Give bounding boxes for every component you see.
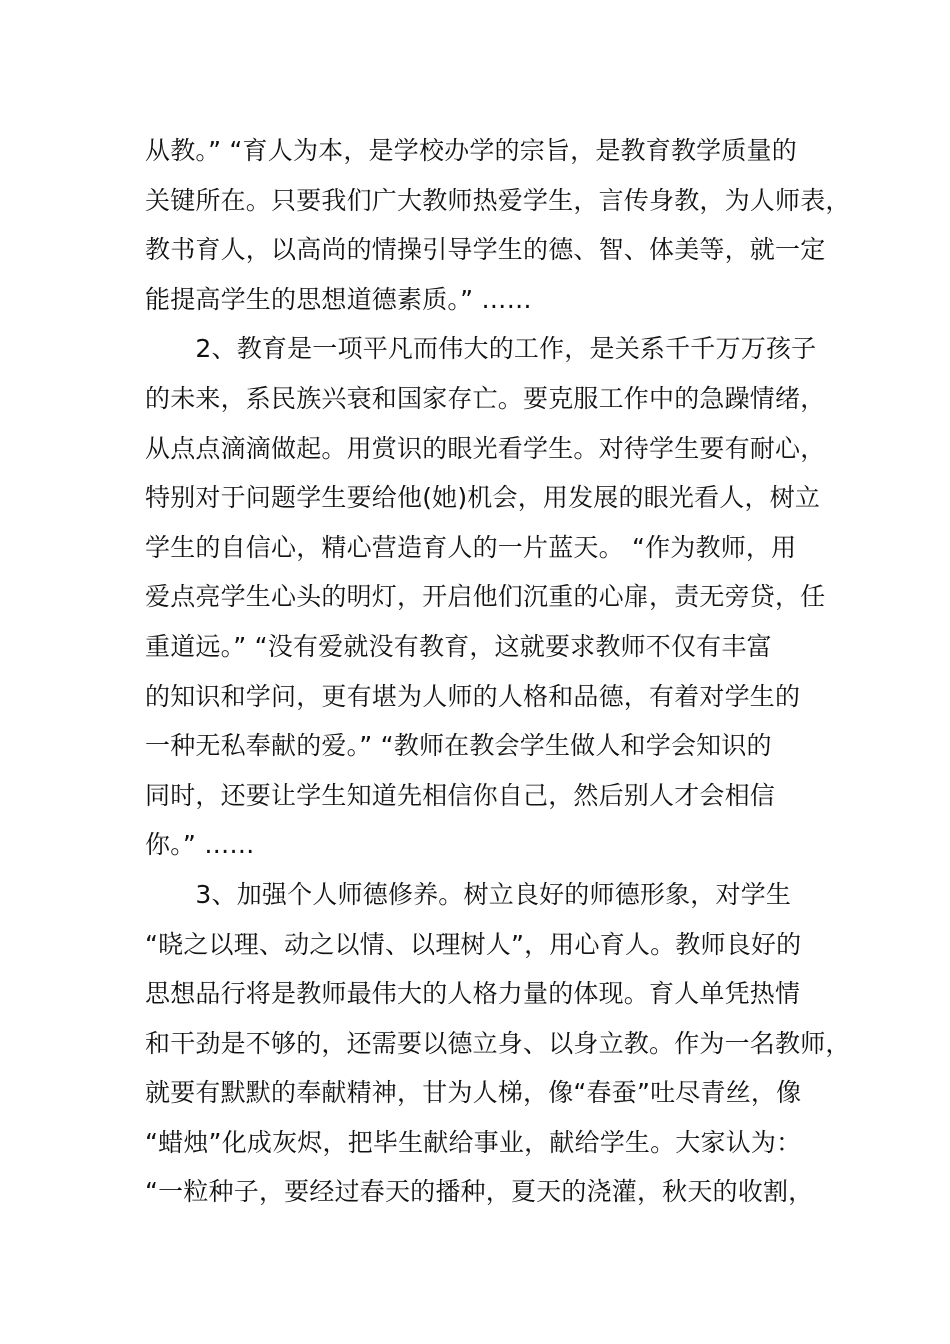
text-line: 从点点滴滴做起。用赏识的眼光看学生。对待学生要有耐心， [145,433,826,463]
text-line: 3、加强个人师德修养。树立良好的师德形象，对学生 [145,879,792,909]
text-line: 关键所在。只要我们广大教师热爱学生，言传身教，为人师表， [145,185,851,215]
text-line: “一粒种子，要经过春天的播种，夏天的浇灌，秋天的收割， [145,1177,814,1207]
text-line: 思想品行将是教师最伟大的人格力量的体现。育人单凭热情 [145,979,801,1009]
text-line: 能提高学生的思想道德素质。” …… [145,284,532,314]
text-line: 重道远。” “没有爱就没有教育，这就要求教师不仅有丰富 [145,631,772,661]
text-line: 就要有默默的奉献精神，甘为人梯，像“春蚕”吐尽青丝，像 [145,1078,802,1108]
document-body [145,126,851,1217]
text-line: “晓之以理、动之以情、以理树人”，用心育人。教师良好的 [145,929,802,959]
text-line: 教书育人，以高尚的情操引导学生的德、智、体美等，就一定 [145,235,826,265]
text-line: 特别对于问题学生要给他(她)机会，用发展的眼光看人，树立 [145,483,821,513]
text-line: 爱点亮学生心头的明灯，开启他们沉重的心扉，责无旁贷，任 [145,582,826,612]
text-line: 学生的自信心，精心营造育人的一片蓝天。 “作为教师，用 [145,532,797,562]
text-line: 一种无私奉献的爱。” “教师在教会学生做人和学会知识的 [145,731,772,761]
text-line: 同时，还要让学生知道先相信你自己，然后别人才会相信 [145,780,776,810]
text-line: 从教。” “育人为本，是学校办学的宗旨，是教育教学质量的 [145,136,797,165]
text-line: 和干劲是不够的，还需要以德立身、以身立教。作为一名教师， [145,1028,851,1058]
text-line: 你。” …… [145,830,255,860]
text-line: 的未来，系民族兴衰和国家存亡。要克服工作中的急躁情绪， [145,383,826,413]
text-line: “蜡烛”化成灰烬，把毕生献给事业，献给学生。大家认为： [145,1127,802,1157]
text-line: 的知识和学问，更有堪为人师的人格和品德，有着对学生的 [145,681,801,711]
text-line: 2、教育是一项平凡而伟大的工作，是关系千千万万孩子 [145,334,817,364]
